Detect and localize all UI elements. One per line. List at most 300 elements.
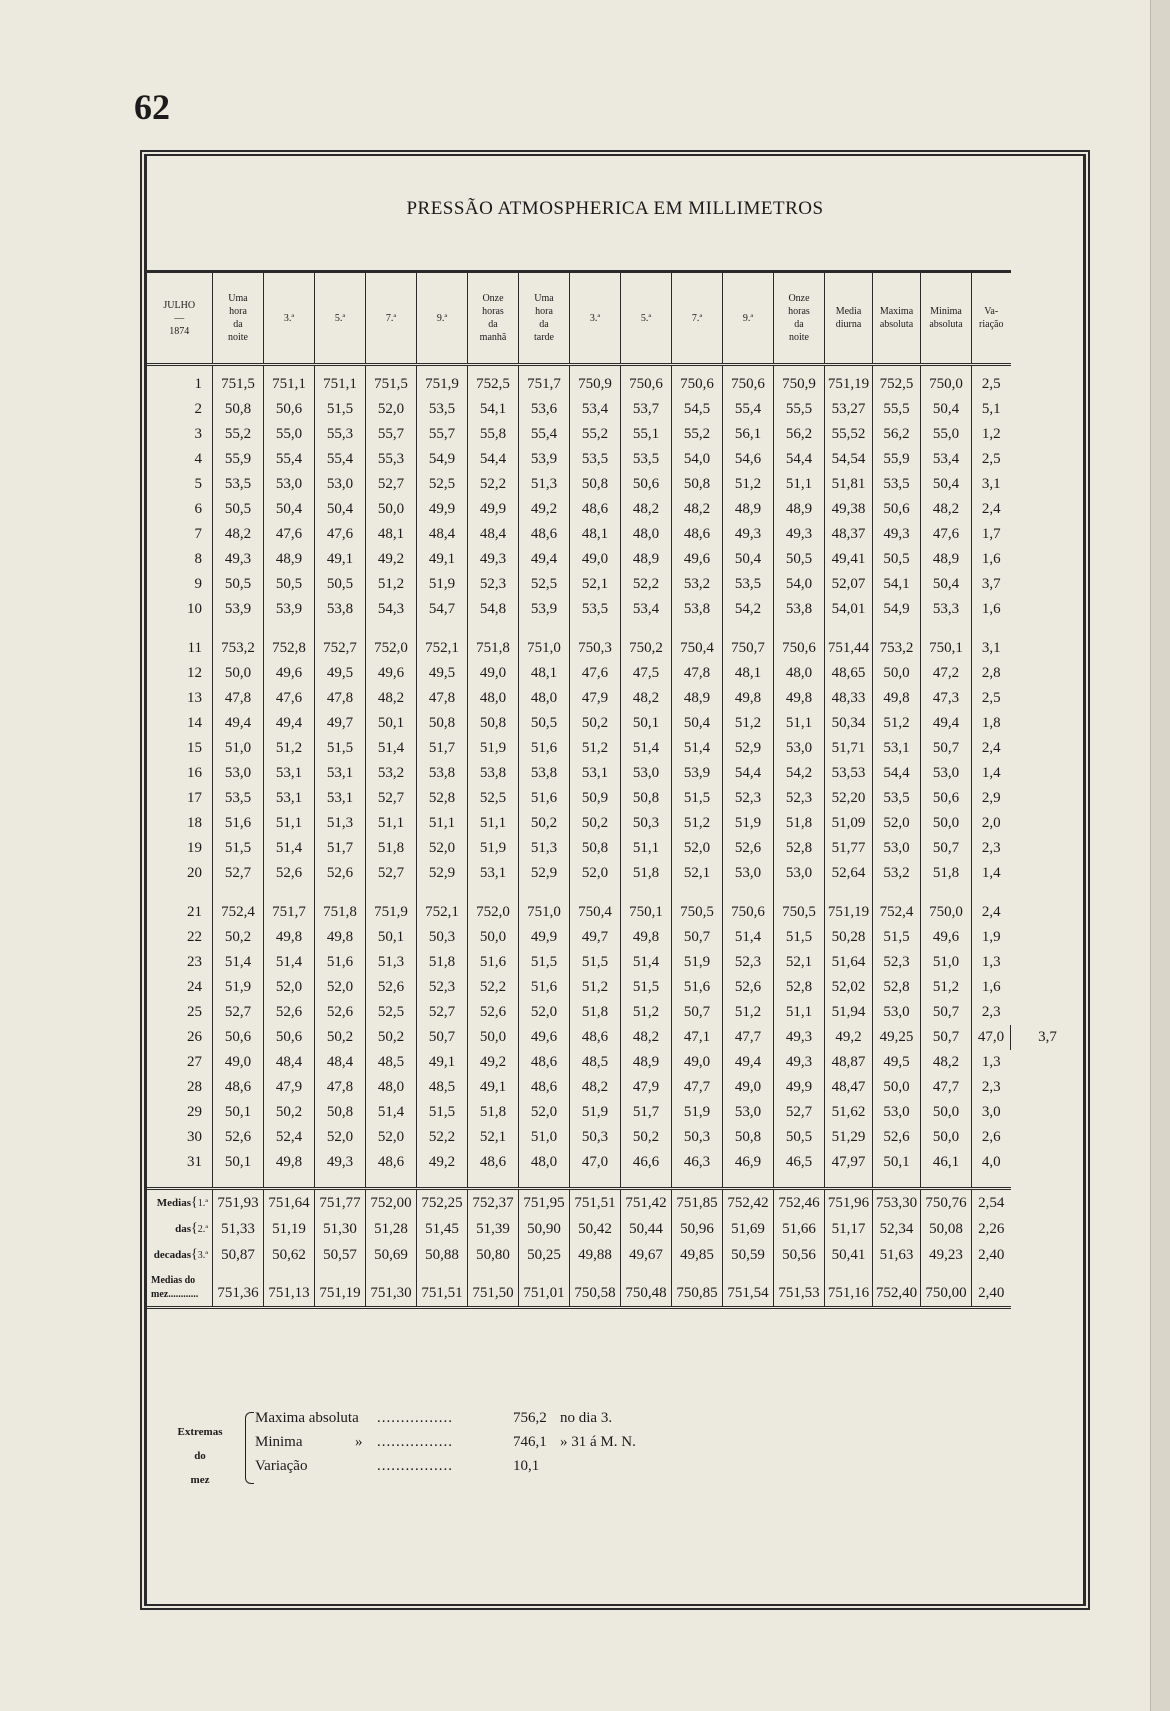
value-cell: 55,7	[366, 422, 417, 447]
value-cell: 50,6	[264, 397, 315, 422]
value-cell: 51,9	[672, 950, 723, 975]
extremes-brace	[245, 1412, 254, 1484]
value-cell: 51,4	[366, 736, 417, 761]
value-cell: 55,7	[417, 422, 468, 447]
column-header	[468, 272, 519, 365]
value-cell: 50,5	[774, 1125, 825, 1150]
value-cell: 51,94	[825, 1000, 873, 1025]
spacer-cell	[723, 886, 774, 900]
value-cell: 50,7	[921, 1000, 972, 1025]
value-cell: 53,0	[873, 1100, 921, 1125]
value-cell: 49,9	[468, 497, 519, 522]
value-cell: 54,9	[873, 597, 921, 622]
value-cell: 55,4	[723, 397, 774, 422]
table-row	[147, 422, 1085, 447]
value-cell: 51,3	[519, 472, 570, 497]
value-cell: 47,6	[264, 686, 315, 711]
value-cell: 51,4	[723, 925, 774, 950]
value-cell: 48,4	[417, 522, 468, 547]
value-cell: 51,5	[315, 736, 366, 761]
spacer-cell	[519, 886, 570, 900]
value-cell: 53,2	[672, 572, 723, 597]
value-cell: 51,3	[519, 836, 570, 861]
extremes-label-line: do	[194, 1450, 206, 1462]
value-cell: 49,8	[723, 686, 774, 711]
value-cell: 54,54	[825, 447, 873, 472]
value-cell: 50,8	[570, 472, 621, 497]
value-cell: 2,8	[972, 661, 1011, 686]
decade-gap	[147, 886, 1085, 900]
value-cell: 46,6	[621, 1150, 672, 1175]
value-cell: 51,5	[873, 925, 921, 950]
value-cell: 2,0	[972, 811, 1011, 836]
header-line: manhã	[479, 332, 507, 343]
day-cell: 26	[187, 1029, 202, 1045]
value-cell: 48,2	[213, 522, 264, 547]
value-cell: 48,6	[366, 1150, 417, 1175]
value-cell: 53,1	[264, 786, 315, 811]
value-cell: 55,8	[468, 422, 519, 447]
table-row	[147, 522, 1085, 547]
table-row	[147, 1000, 1085, 1025]
spacer-cell	[672, 622, 723, 636]
value-cell: 52,6	[723, 836, 774, 861]
value-cell: 50,62	[264, 1242, 315, 1268]
value-cell: 751,64	[264, 1189, 315, 1217]
value-cell: 1,4	[972, 861, 1011, 886]
value-cell: 55,4	[315, 447, 366, 472]
table-row	[147, 900, 1085, 925]
extreme-dots: ................	[377, 1458, 453, 1474]
spacer-cell	[972, 622, 1011, 636]
table-row	[147, 811, 1085, 836]
table-row	[147, 736, 1085, 761]
extreme-dots: ................	[377, 1410, 453, 1426]
value-cell: 51,9	[672, 1100, 723, 1125]
value-cell: 51,2	[921, 975, 972, 1000]
header-line: noite	[789, 332, 809, 343]
value-cell: 50,41	[825, 1242, 873, 1268]
decade-mean-row	[147, 1242, 1085, 1268]
value-cell: 52,1	[672, 861, 723, 886]
value-cell: 51,6	[519, 736, 570, 761]
value-cell: 50,57	[315, 1242, 366, 1268]
value-cell: 50,4	[921, 572, 972, 597]
value-cell: 54,2	[774, 761, 825, 786]
value-cell: 52,7	[213, 861, 264, 886]
value-cell: 51,28	[366, 1216, 417, 1242]
value-cell: 51,5	[417, 1100, 468, 1125]
day-cell: 13	[187, 690, 202, 706]
value-cell: 750,1	[921, 636, 972, 661]
value-cell: 54,4	[723, 761, 774, 786]
value-cell: 49,4	[264, 711, 315, 736]
value-cell: 55,9	[873, 447, 921, 472]
value-cell: 47,7	[723, 1025, 774, 1050]
value-cell: 52,5	[366, 1000, 417, 1025]
value-cell: 48,4	[315, 1050, 366, 1075]
value-cell: 53,8	[468, 761, 519, 786]
value-cell: 53,5	[213, 786, 264, 811]
value-cell: 49,6	[672, 547, 723, 572]
value-cell: 750,5	[672, 900, 723, 925]
spacer-cell	[570, 622, 621, 636]
value-cell: 50,2	[315, 1025, 366, 1050]
value-cell: 50,4	[672, 711, 723, 736]
value-cell: 50,4	[921, 397, 972, 422]
value-cell: 50,5	[315, 572, 366, 597]
extreme-dots: ................	[377, 1434, 453, 1450]
value-cell: 751,19	[825, 365, 873, 398]
header-line: Media	[835, 306, 862, 317]
spacer-cell	[264, 1175, 315, 1189]
column-header	[213, 272, 264, 365]
value-cell: 50,28	[825, 925, 873, 950]
spacer-cell	[723, 1175, 774, 1189]
value-cell: 48,9	[621, 1050, 672, 1075]
value-cell: 48,33	[825, 686, 873, 711]
value-cell: 49,0	[468, 661, 519, 686]
value-cell: 50,8	[723, 1125, 774, 1150]
value-cell: 52,0	[366, 397, 417, 422]
value-cell: 53,0	[213, 761, 264, 786]
decade-mean-label	[147, 1242, 213, 1268]
value-cell: 48,0	[468, 686, 519, 711]
value-cell: 48,6	[519, 1075, 570, 1100]
value-cell: 753,30	[873, 1189, 921, 1217]
value-cell: 53,0	[315, 472, 366, 497]
column-header	[672, 272, 723, 365]
spacer-cell	[621, 886, 672, 900]
value-cell: 51,5	[672, 786, 723, 811]
day-cell: 11	[187, 640, 202, 656]
value-cell: 52,9	[519, 861, 570, 886]
value-cell: 51,4	[264, 836, 315, 861]
value-cell: 51,4	[366, 1100, 417, 1125]
value-cell: 51,81	[825, 472, 873, 497]
value-cell: 752,0	[366, 636, 417, 661]
header-line: tarde	[534, 332, 554, 343]
value-cell: 51,5	[519, 950, 570, 975]
day-cell: 30	[187, 1129, 202, 1145]
value-cell: 49,8	[621, 925, 672, 950]
value-cell: 751,0	[519, 900, 570, 925]
value-cell: 52,3	[873, 950, 921, 975]
value-cell: 50,87	[213, 1242, 264, 1268]
value-cell: 50,4	[315, 497, 366, 522]
value-cell: 53,9	[264, 597, 315, 622]
value-cell: 750,2	[621, 636, 672, 661]
day-cell: 25	[187, 1004, 202, 1020]
value-cell: 51,6	[315, 950, 366, 975]
value-cell: 51,29	[825, 1125, 873, 1150]
value-cell: 50,59	[723, 1242, 774, 1268]
value-cell: 49,5	[873, 1050, 921, 1075]
spacer-cell	[519, 622, 570, 636]
day-cell: 1	[194, 376, 202, 392]
column-header	[774, 272, 825, 365]
header-line: da	[794, 319, 804, 330]
value-cell: 55,0	[921, 422, 972, 447]
value-cell: 752,8	[264, 636, 315, 661]
table-row	[147, 761, 1085, 786]
value-cell: 52,02	[825, 975, 873, 1000]
spacer-cell	[147, 1175, 213, 1189]
value-cell: 751,50	[468, 1268, 519, 1308]
value-cell: 49,2	[366, 547, 417, 572]
value-cell: 51,1	[366, 811, 417, 836]
value-cell: 51,6	[519, 975, 570, 1000]
extreme-note: no dia 3.	[560, 1410, 613, 1426]
value-cell: 47,7	[921, 1075, 972, 1100]
value-cell: 50,3	[417, 925, 468, 950]
spacer-cell	[315, 886, 366, 900]
value-cell: 752,00	[366, 1189, 417, 1217]
value-cell: 52,7	[366, 786, 417, 811]
table-row	[147, 365, 1085, 398]
value-cell: 51,2	[264, 736, 315, 761]
value-cell: 48,2	[672, 497, 723, 522]
value-cell: 52,07	[825, 572, 873, 597]
value-cell: 49,1	[315, 547, 366, 572]
value-cell: 48,87	[825, 1050, 873, 1075]
day-cell: 23	[187, 954, 202, 970]
spacer-cell	[723, 622, 774, 636]
value-cell: 48,4	[264, 1050, 315, 1075]
value-cell: 751,9	[366, 900, 417, 925]
table-row	[147, 1050, 1085, 1075]
value-cell: 750,6	[723, 365, 774, 398]
header-line: Uma	[534, 293, 554, 304]
value-cell: 48,1	[366, 522, 417, 547]
value-cell: 54,9	[417, 447, 468, 472]
value-cell: 50,0	[213, 661, 264, 686]
day-cell: 22	[187, 929, 202, 945]
value-cell: 752,25	[417, 1189, 468, 1217]
day-cell: 20	[187, 865, 202, 881]
value-cell: 52,5	[519, 572, 570, 597]
value-cell: 49,6	[921, 925, 972, 950]
value-cell: 52,8	[873, 975, 921, 1000]
value-cell: 3,1	[972, 472, 1011, 497]
value-cell: 53,4	[621, 597, 672, 622]
extremes-label-line: Extremas	[177, 1426, 223, 1438]
value-cell: 750,48	[621, 1268, 672, 1308]
value-cell: 50,5	[873, 547, 921, 572]
header-line: diurna	[835, 319, 862, 330]
value-cell: 47,8	[315, 1075, 366, 1100]
day-cell: 21	[187, 904, 202, 920]
value-cell: 51,0	[921, 950, 972, 975]
value-cell: 51,19	[264, 1216, 315, 1242]
value-cell: 51,8	[774, 811, 825, 836]
value-cell: 50,1	[366, 925, 417, 950]
table-row	[147, 397, 1085, 422]
header-line: absoluta	[879, 319, 914, 330]
value-cell: 52,2	[468, 472, 519, 497]
value-cell: 54,1	[468, 397, 519, 422]
spacer-cell	[921, 1175, 972, 1189]
value-cell: 750,6	[672, 365, 723, 398]
value-cell: 750,9	[570, 365, 621, 398]
value-cell: 48,9	[264, 547, 315, 572]
day-cell: 24	[187, 979, 202, 995]
value-cell: 47,6	[570, 661, 621, 686]
value-cell: 51,2	[570, 975, 621, 1000]
header-line: hora	[535, 306, 553, 317]
value-cell: 47,97	[825, 1150, 873, 1175]
day-cell: 7	[194, 526, 202, 542]
header-line: 9.ª	[742, 312, 754, 324]
spacer-cell	[570, 1175, 621, 1189]
value-cell: 47,8	[672, 661, 723, 686]
value-cell: 49,9	[519, 925, 570, 950]
column-header	[873, 272, 921, 365]
value-cell: 47,6	[921, 522, 972, 547]
value-cell: 50,5	[213, 497, 264, 522]
value-cell: 751,19	[315, 1268, 366, 1308]
value-cell: 751,8	[315, 900, 366, 925]
value-cell: 50,2	[519, 811, 570, 836]
value-cell: 51,2	[723, 711, 774, 736]
value-cell: 52,3	[723, 786, 774, 811]
value-cell: 51,6	[519, 786, 570, 811]
value-cell: 48,6	[213, 1075, 264, 1100]
value-cell: 49,3	[468, 547, 519, 572]
value-cell: 52,0	[315, 975, 366, 1000]
value-cell: 49,88	[570, 1242, 621, 1268]
column-header	[825, 272, 873, 365]
value-cell: 50,6	[264, 1025, 315, 1050]
header-line: Onze	[482, 293, 504, 304]
value-cell: 53,5	[873, 786, 921, 811]
value-cell: 750,4	[570, 900, 621, 925]
value-cell: 51,4	[621, 950, 672, 975]
summary-separator	[147, 1175, 1085, 1189]
value-cell: 54,6	[723, 447, 774, 472]
value-cell: 1,3	[972, 950, 1011, 975]
value-cell: 51,8	[366, 836, 417, 861]
value-cell: 46,3	[672, 1150, 723, 1175]
value-cell: 53,0	[873, 1000, 921, 1025]
value-cell: 48,6	[519, 1050, 570, 1075]
value-cell: 52,9	[723, 736, 774, 761]
extreme-value: 756,2	[513, 1410, 547, 1426]
value-cell: 55,0	[264, 422, 315, 447]
value-cell: 53,8	[774, 597, 825, 622]
value-cell: 751,93	[213, 1189, 264, 1217]
value-cell: 48,9	[621, 547, 672, 572]
value-cell: 751,42	[621, 1189, 672, 1217]
value-cell: 47,3	[921, 686, 972, 711]
value-cell: 751,51	[417, 1268, 468, 1308]
value-cell: 751,0	[519, 636, 570, 661]
value-cell: 53,9	[672, 761, 723, 786]
value-cell: 49,6	[366, 661, 417, 686]
value-cell: 51,1	[774, 711, 825, 736]
value-cell: 50,1	[213, 1150, 264, 1175]
value-cell: 2,40	[972, 1268, 1011, 1308]
spacer-cell	[570, 886, 621, 900]
value-cell: 51,1	[774, 1000, 825, 1025]
header-line: 3.ª	[589, 312, 601, 324]
value-cell: 1,3	[972, 1050, 1011, 1075]
value-cell: 47,0	[570, 1150, 621, 1175]
value-cell: 51,6	[213, 811, 264, 836]
value-cell: 49,85	[672, 1242, 723, 1268]
spacer-cell	[315, 1175, 366, 1189]
value-cell: 751,85	[672, 1189, 723, 1217]
value-cell: 51,2	[366, 572, 417, 597]
header-line: Maxima	[879, 306, 914, 317]
value-cell: 751,44	[825, 636, 873, 661]
value-cell: 52,0	[417, 836, 468, 861]
spacer-cell	[519, 1175, 570, 1189]
header-line: 5.ª	[640, 312, 652, 324]
value-cell: 2,9	[972, 786, 1011, 811]
value-cell: 48,6	[468, 1150, 519, 1175]
value-cell: 750,1	[621, 900, 672, 925]
value-cell: 750,0	[921, 365, 972, 398]
header-line: —	[174, 312, 185, 324]
table-row	[147, 1125, 1085, 1150]
value-cell: 52,0	[315, 1125, 366, 1150]
value-cell: 752,5	[468, 365, 519, 398]
decade-mean-label	[147, 1189, 213, 1217]
value-cell: 51,1	[468, 811, 519, 836]
decade-mean-word: decadas	[153, 1249, 191, 1261]
value-cell: 49,8	[264, 925, 315, 950]
value-cell: 750,85	[672, 1268, 723, 1308]
column-header	[621, 272, 672, 365]
spacer-cell	[417, 1175, 468, 1189]
value-cell: 50,2	[570, 811, 621, 836]
day-cell: 28	[187, 1079, 202, 1095]
header-line: Va-	[984, 306, 999, 317]
value-cell: 53,0	[723, 861, 774, 886]
value-cell: 48,2	[621, 497, 672, 522]
spacer-cell	[147, 886, 213, 900]
value-cell: 49,9	[417, 497, 468, 522]
spacer-cell	[366, 1175, 417, 1189]
column-header	[417, 272, 468, 365]
value-cell: 51,0	[519, 1125, 570, 1150]
value-cell: 54,4	[873, 761, 921, 786]
value-cell: 49,6	[264, 661, 315, 686]
value-cell: 51,2	[570, 736, 621, 761]
value-cell: 47,6	[315, 522, 366, 547]
table-row	[147, 447, 1085, 472]
value-cell: 50,6	[621, 472, 672, 497]
value-cell: 52,7	[366, 861, 417, 886]
value-cell: 48,6	[570, 1025, 621, 1050]
value-cell: 56,1	[723, 422, 774, 447]
value-cell: 55,9	[213, 447, 264, 472]
value-cell: 52,6	[264, 861, 315, 886]
value-cell: 52,8	[774, 836, 825, 861]
spacer-cell	[264, 622, 315, 636]
header-line: JULHO	[163, 299, 196, 311]
value-cell: 48,6	[672, 522, 723, 547]
value-cell: 52,8	[774, 975, 825, 1000]
spacer-cell	[417, 622, 468, 636]
day-cell: 19	[187, 840, 202, 856]
value-cell: 51,33	[213, 1216, 264, 1242]
value-cell: 53,5	[570, 447, 621, 472]
value-cell: 48,1	[519, 661, 570, 686]
value-cell: 51,9	[723, 811, 774, 836]
value-cell: 50,42	[570, 1216, 621, 1242]
